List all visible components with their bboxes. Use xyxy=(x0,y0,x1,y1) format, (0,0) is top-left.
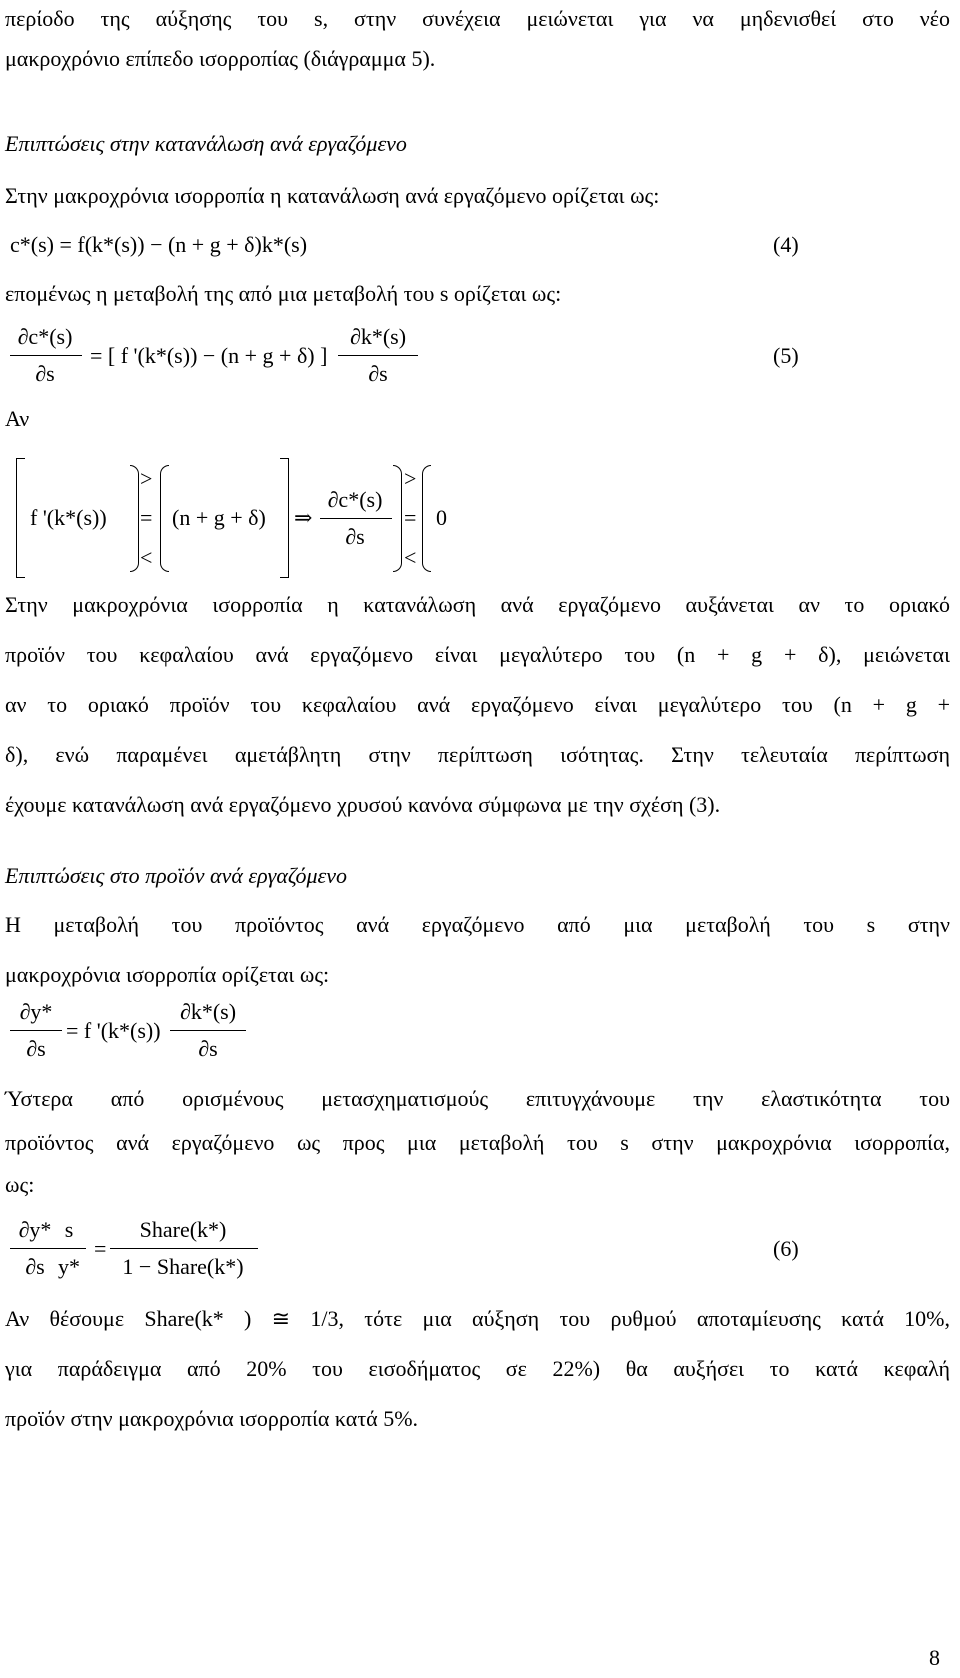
paragraph-line: Στην μακροχρόνια ισορροπία η κατανάλωση ανά εργαζόμενο ορίζεται ως: xyxy=(5,183,660,208)
left-brace xyxy=(160,465,169,572)
ineq-f-part: f '(k*(s)) xyxy=(30,505,107,530)
paragraph-line: προϊόν στην μακροχρόνια ισορροπία κατά 5%. xyxy=(5,1406,419,1431)
fraction-denominator: y* xyxy=(58,1254,80,1279)
fraction-numerator: ∂k*(s) xyxy=(349,324,407,349)
fraction-bar xyxy=(56,1248,86,1249)
paragraph-line: προϊόν του κεφαλαίου ανά εργαζόμενο είναι μεγαλύτερο του (n + g + δ), μειώνεται xyxy=(5,642,950,667)
fraction-denominator: ∂s xyxy=(26,1036,46,1061)
paragraph-line: επομένως η μεταβολή της από μια μεταβολή του s ορίζεται ως: xyxy=(5,281,562,306)
paragraph-line: Ύστερα από ορισμένους μετασχηματισμούς επιτυγχάνουμε την ελαστικότητα του xyxy=(5,1086,950,1111)
fraction-numerator: ∂c*(s) xyxy=(327,487,383,512)
equation-number: (4) xyxy=(773,232,799,257)
ineq-zero: 0 xyxy=(436,505,447,530)
paragraph-line: Η μεταβολή του προϊόντος ανά εργαζόμενο από μια μεταβολή του s στην xyxy=(5,912,950,937)
right-brace xyxy=(130,465,139,572)
fraction-numerator: ∂y* xyxy=(18,1217,52,1242)
implies-symbol: ⇒ xyxy=(294,505,313,530)
fraction-denominator: ∂s xyxy=(25,1254,45,1279)
right-brace xyxy=(393,465,402,572)
fraction-denominator: ∂s xyxy=(345,524,365,549)
ineq-eq: = xyxy=(140,505,153,530)
fraction-denominator: ∂s xyxy=(368,361,388,386)
paragraph-line: περίοδο της αύξησης του s, στην συνέχεια μειώνεται για να μηδενισθεί στο νέο xyxy=(5,6,950,31)
paragraph-line: Αν θέσουμε Share(k* ) ≅ 1/3, τότε μια αύξηση του ρυθμού αποταμίευσης κατά 10%, xyxy=(5,1306,950,1331)
page-number: 8 xyxy=(929,1645,940,1670)
left-bracket xyxy=(16,458,25,578)
paragraph-line: έχουμε κατανάλωση ανά εργαζόμενο χρυσού κανόνα σύμφωνα με την σχέση (3). xyxy=(5,792,721,817)
paragraph-line: ως: xyxy=(5,1172,35,1197)
ineq-ngd: (n + g + δ) xyxy=(172,505,266,530)
paragraph-line: μακροχρόνιο επίπεδο ισορροπίας (διάγραμμα 5). xyxy=(5,46,436,71)
right-bracket xyxy=(280,458,289,578)
fraction-numerator: Share(k*) xyxy=(139,1217,227,1242)
fraction-denominator: ∂s xyxy=(198,1036,218,1061)
equation-number: (5) xyxy=(773,343,799,368)
fraction-numerator: s xyxy=(64,1217,74,1242)
equals-sign: = xyxy=(94,1236,107,1261)
equation-number: (6) xyxy=(773,1236,799,1261)
fraction-numerator: ∂y* xyxy=(19,999,53,1024)
fraction-bar xyxy=(10,355,82,356)
equation-y-middle: = f '(k*(s)) xyxy=(66,1018,161,1043)
ineq-lt: < xyxy=(404,545,417,570)
paragraph-line: για παράδειγμα από 20% του εισοδήματος σε 22%) θα αυξήσει το κατά κεφαλή xyxy=(5,1356,950,1381)
paragraph-line: δ), ενώ παραμένει αμετάβλητη στην περίπτωση ισότητας. Στην τελευταία περίπτωση xyxy=(5,742,950,767)
left-brace xyxy=(422,465,431,572)
paragraph-line: Αν xyxy=(5,406,30,431)
section-heading: Επιπτώσεις στην κατανάλωση ανά εργαζόμενο xyxy=(5,131,407,156)
fraction-denominator: ∂s xyxy=(35,361,55,386)
paragraph-line: μακροχρόνια ισορροπία ορίζεται ως: xyxy=(5,962,330,987)
equation-4: c*(s) = f(k*(s)) − (n + g + δ)k*(s) xyxy=(10,232,308,257)
ineq-gt: > xyxy=(404,466,417,491)
fraction-denominator: 1 − Share(k*) xyxy=(122,1254,244,1279)
ineq-eq: = xyxy=(404,505,417,530)
fraction-numerator: ∂c*(s) xyxy=(17,324,73,349)
equation-5-middle: = [ f '(k*(s)) − (n + g + δ) ] xyxy=(90,343,328,368)
fraction-bar xyxy=(10,1030,62,1031)
paragraph-line: Στην μακροχρόνια ισορροπία η κατανάλωση ανά εργαζόμενο αυξάνεται αν το οριακό xyxy=(5,592,950,617)
fraction-bar xyxy=(338,355,418,356)
paragraph-line: προϊόντος ανά εργαζόμενο ως προς μια μεταβολή του s στην μακροχρόνια ισορροπία, xyxy=(5,1130,950,1155)
ineq-gt: > xyxy=(140,466,153,491)
fraction-bar xyxy=(110,1248,258,1249)
paragraph-line: αν το οριακό προϊόν του κεφαλαίου ανά εργαζόμενο είναι μεγαλύτερο του (n + g + xyxy=(5,692,950,717)
ineq-lt: < xyxy=(140,545,153,570)
fraction-bar xyxy=(320,518,392,519)
section-heading: Επιπτώσεις στο προϊόν ανά εργαζόμενο xyxy=(5,863,347,888)
fraction-bar xyxy=(170,1030,246,1031)
fraction-numerator: ∂k*(s) xyxy=(179,999,237,1024)
fraction-bar xyxy=(10,1248,60,1249)
